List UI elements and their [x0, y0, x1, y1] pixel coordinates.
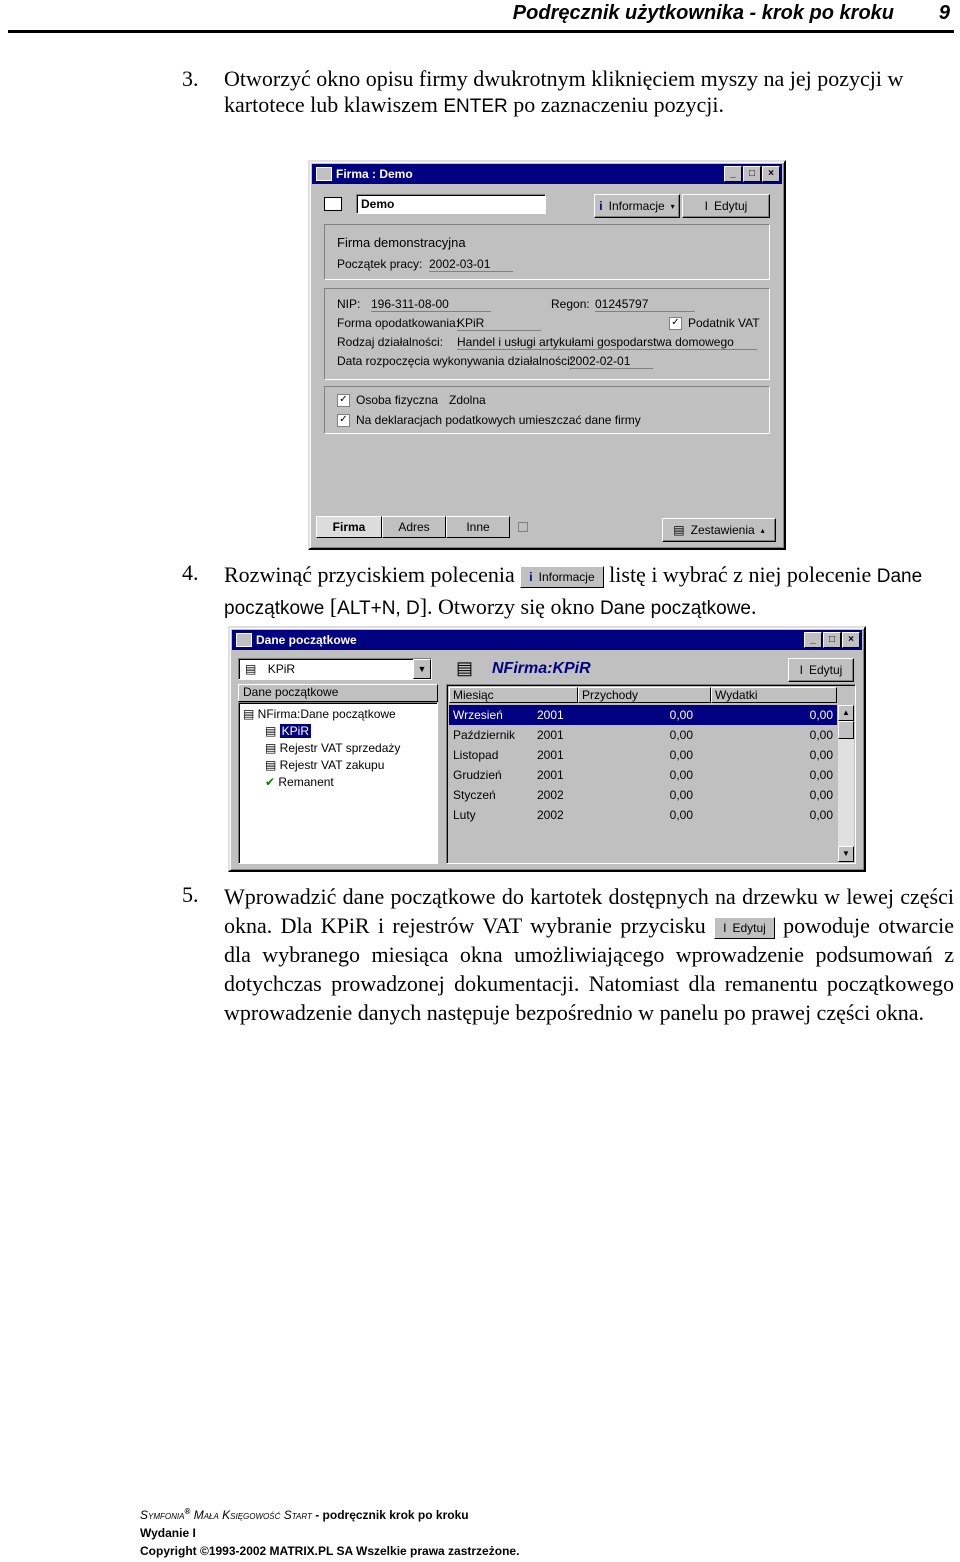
header-title: Podręcznik użytkownika - krok po kroku — [512, 2, 894, 24]
nip-value: 196-311-08-00 — [371, 297, 491, 312]
informacje-label: Informacje — [608, 199, 665, 213]
column-przychody[interactable]: Przychody — [578, 687, 711, 703]
checkbox-icon: ✓ — [669, 317, 682, 330]
doc-icon: ▤ — [265, 758, 280, 772]
step-end: . — [751, 594, 757, 619]
dane-window — [228, 626, 866, 872]
dropdown-arrow-icon: ▾ — [670, 201, 675, 211]
step-3 — [182, 66, 954, 120]
month-cell: Styczeń — [453, 788, 496, 802]
footer-copyright: Copyright ©1993-2002 MATRIX.PL SA Wszelkie prawa zastrzeżone. — [140, 1544, 520, 1558]
list-icon: ▤ — [673, 523, 685, 537]
table-row[interactable] — [449, 785, 837, 805]
step-text-a: Otworzyć okno opisu firmy dwukrotnym kliknięciem myszy na jej pozycji w kartotece lub klawiszem — [224, 66, 904, 117]
scroll-thumb[interactable] — [838, 721, 854, 739]
activity-label: Rodzaj działalności: — [337, 335, 444, 349]
footer-issue: Wydanie I — [140, 1526, 196, 1540]
income-cell: 0,00 — [669, 808, 693, 822]
declaration-label: Na deklaracjach podatkowych umieszczać dane firmy — [356, 413, 641, 427]
vat-label: Podatnik VAT — [688, 316, 760, 330]
regon-value: 01245797 — [595, 297, 695, 312]
step-text-b: po zaznaczeniu pozycji. — [507, 92, 724, 117]
tab-inne-label: Inne — [466, 520, 490, 534]
step-number: 3. — [182, 66, 199, 91]
minimize-button[interactable]: _ — [804, 632, 822, 648]
month-cell: Październik — [453, 728, 516, 742]
months-table[interactable] — [446, 684, 856, 864]
checkbox-icon: ✓ — [337, 414, 350, 427]
tree-item-vat-sprzedazy[interactable] — [265, 741, 400, 755]
tree-item-vat-zakupu[interactable] — [265, 758, 384, 772]
window-name: Dane początkowe — [599, 598, 751, 619]
expense-cell: 0,00 — [809, 748, 833, 762]
checkbox-icon: ✓ — [337, 394, 350, 407]
tree-item-label: Remanent — [278, 775, 334, 789]
column-miesiac[interactable]: Miesiąc — [449, 687, 578, 703]
panel-title: NFirma:KPiR — [492, 660, 591, 677]
step-text-a: Wprowadzić dane początkowe do kartotek dostępnych na drzewku w lewej części okna. Dla KPiR i rejestrów VAT wybranie przycisku — [224, 884, 954, 938]
edytuj-label: Edytuj — [713, 199, 748, 213]
step-text — [224, 882, 954, 1027]
person-label: Osoba fizyczna — [356, 393, 439, 407]
product-name: Symfonia — [140, 1508, 185, 1522]
table-row[interactable] — [449, 725, 837, 745]
window-title: Dane początkowe — [256, 633, 357, 647]
tree-view[interactable] — [238, 702, 438, 864]
card-icon — [324, 197, 342, 211]
month-cell: Listopad — [453, 748, 499, 762]
page-header — [8, 0, 954, 33]
step-text-b: listę i wybrać z niej polecenie — [609, 562, 877, 587]
income-cell: 0,00 — [669, 708, 693, 722]
person-value: Zdolna — [449, 393, 486, 407]
cursor-icon: I — [723, 920, 727, 935]
folder-icon: ▤ — [243, 707, 258, 721]
command-name: Dane początkowe — [224, 566, 923, 619]
income-cell: 0,00 — [669, 728, 693, 742]
tax-form-value: KPiR — [457, 316, 541, 331]
tab-inne[interactable] — [446, 516, 510, 538]
info-icon: i — [599, 199, 603, 213]
bracket-open: [ — [324, 594, 338, 619]
inline-informacje-button — [520, 566, 603, 588]
expense-cell: 0,00 — [809, 788, 833, 802]
tree-header-label: Dane początkowe — [243, 685, 339, 699]
tree-item-kpir[interactable] — [265, 724, 311, 738]
year-cell: 2001 — [537, 748, 564, 762]
cursor-icon: I — [799, 663, 803, 677]
table-row[interactable] — [449, 705, 837, 725]
month-cell: Wrzesień — [453, 708, 503, 722]
vertical-scrollbar[interactable] — [838, 705, 854, 862]
tab-firma-label: Firma — [332, 520, 366, 534]
scroll-down-button[interactable]: ▼ — [838, 846, 854, 862]
activity-start-label: Data rozpoczęcia wykonywania działalności: — [337, 354, 574, 368]
shortcut: ALT+N, D — [337, 598, 420, 619]
combo-value: KPiR — [267, 662, 296, 676]
income-cell: 0,00 — [669, 768, 693, 782]
step-text — [224, 66, 954, 120]
activity-value: Handel i usługi artykułami gospodarstwa domowego — [457, 335, 757, 350]
footer-suffix: - podręcznik krok po kroku — [311, 1508, 469, 1522]
tax-form-label: Forma opodatkowania: — [337, 316, 460, 330]
doc-icon: ▤ — [265, 741, 280, 755]
edytuj-button[interactable] — [682, 194, 770, 218]
kpir-combo[interactable] — [238, 658, 432, 680]
close-button[interactable]: × — [762, 166, 780, 182]
step-text-a: Rozwinąć przyciskiem polecenia — [224, 562, 521, 587]
expense-cell: 0,00 — [809, 768, 833, 782]
maximize-button[interactable]: □ — [743, 166, 761, 182]
month-cell: Luty — [453, 808, 476, 822]
tab-adres-label: Adres — [398, 520, 430, 534]
column-wydatki[interactable]: Wydatki — [711, 687, 837, 703]
declaration-checkbox[interactable] — [337, 413, 641, 427]
inline-edytuj-button — [714, 917, 775, 939]
step-text — [224, 560, 954, 624]
checklist-icon: ✔ — [265, 775, 279, 789]
person-checkbox[interactable] — [337, 393, 438, 407]
firma-titlebar[interactable] — [312, 164, 782, 184]
regon-label: Regon: — [551, 297, 590, 311]
nip-label: NIP: — [337, 297, 361, 311]
options-group — [324, 386, 770, 434]
step-text-b: powoduje otwarcie dla wybranego miesiąca okna umożliwiającego wprowadzenie podsumowań z dotychczas prowadzonej dokumentacji. Natomiast dla remanentu początkowego wprowadzenie danych następuje bezpośrednio w panelu po prawej części okna. — [224, 913, 955, 1025]
table-row[interactable] — [449, 745, 837, 765]
zestawienia-label: Zestawienia — [690, 523, 755, 537]
tree-root[interactable] — [243, 707, 396, 721]
window-icon — [236, 633, 252, 647]
maximize-button[interactable]: □ — [823, 632, 841, 648]
step-number: 4. — [182, 560, 199, 585]
year-cell: 2002 — [537, 808, 564, 822]
step-text-c: ]. Otworzy się okno — [419, 594, 600, 619]
info-icon: i — [529, 569, 533, 584]
table-row[interactable] — [449, 805, 837, 825]
vat-checkbox[interactable] — [669, 316, 760, 330]
close-button[interactable]: × — [842, 632, 860, 648]
year-cell: 2001 — [537, 768, 564, 782]
inline-edytuj-label: Edytuj — [732, 920, 766, 935]
year-cell: 2001 — [537, 728, 564, 742]
firma-window — [308, 160, 786, 550]
chevron-down-icon[interactable]: ▼ — [413, 659, 431, 679]
minimize-button[interactable]: _ — [724, 166, 742, 182]
table-body — [449, 705, 837, 825]
tab-firma[interactable] — [316, 516, 382, 538]
inline-informacje-label: Informacje — [538, 569, 595, 584]
tree-root-label: NFirma:Dane początkowe — [257, 707, 396, 721]
tree-item-label: Rejestr VAT sprzedaży — [279, 741, 401, 755]
doc-icon: ▤ — [265, 724, 280, 738]
start-label: Początek pracy: — [337, 257, 423, 271]
page-footer — [140, 1503, 519, 1560]
month-cell: Grudzień — [453, 768, 502, 782]
edition-name: Mała Księgowość Start — [193, 1508, 312, 1522]
tree-item-remanent[interactable] — [265, 775, 334, 789]
enter-key: ENTER — [443, 96, 508, 117]
details-group — [324, 288, 770, 380]
tree-item-label: Rejestr VAT zakupu — [279, 758, 385, 772]
panel-doc-icon: ▤ — [456, 658, 474, 678]
company-full-name: Firma demonstracyjna — [337, 235, 466, 250]
company-name-input[interactable] — [356, 194, 546, 214]
expense-cell: 0,00 — [809, 728, 833, 742]
tree-item-label: KPiR — [281, 724, 310, 738]
window-icon — [316, 167, 332, 181]
company-group — [324, 224, 770, 280]
tree-header — [238, 684, 438, 702]
informacje-button[interactable] — [594, 194, 680, 218]
start-value: 2002-03-01 — [429, 257, 513, 272]
edytuj-button[interactable] — [788, 658, 854, 682]
registered-mark: ® — [184, 1507, 191, 1516]
expense-cell: 0,00 — [809, 708, 833, 722]
year-cell: 2001 — [537, 708, 564, 722]
scroll-up-button[interactable]: ▲ — [838, 705, 854, 721]
doc-icon: ▤ — [245, 662, 257, 676]
income-cell: 0,00 — [669, 788, 693, 802]
step-number: 5. — [182, 882, 199, 907]
zestawienia-button[interactable] — [662, 518, 776, 542]
page-number: 9 — [938, 2, 950, 24]
tab-adres[interactable] — [382, 516, 446, 538]
year-cell: 2002 — [537, 788, 564, 802]
dane-titlebar[interactable] — [232, 630, 862, 650]
edytuj-label: Edytuj — [808, 663, 843, 677]
activity-start-value: 2002-02-01 — [569, 354, 653, 369]
window-title: Firma : Demo — [336, 167, 413, 181]
step-5 — [182, 882, 954, 1027]
small-box-icon — [518, 522, 528, 532]
expense-cell: 0,00 — [809, 808, 833, 822]
step-4 — [182, 560, 954, 624]
table-header-row — [449, 687, 837, 703]
income-cell: 0,00 — [669, 748, 693, 762]
dropdown-up-icon: ▴ — [760, 525, 765, 535]
table-row[interactable] — [449, 765, 837, 785]
company-name-value: Demo — [361, 197, 395, 211]
footer-product-line — [140, 1503, 519, 1524]
cursor-icon: I — [704, 199, 708, 213]
